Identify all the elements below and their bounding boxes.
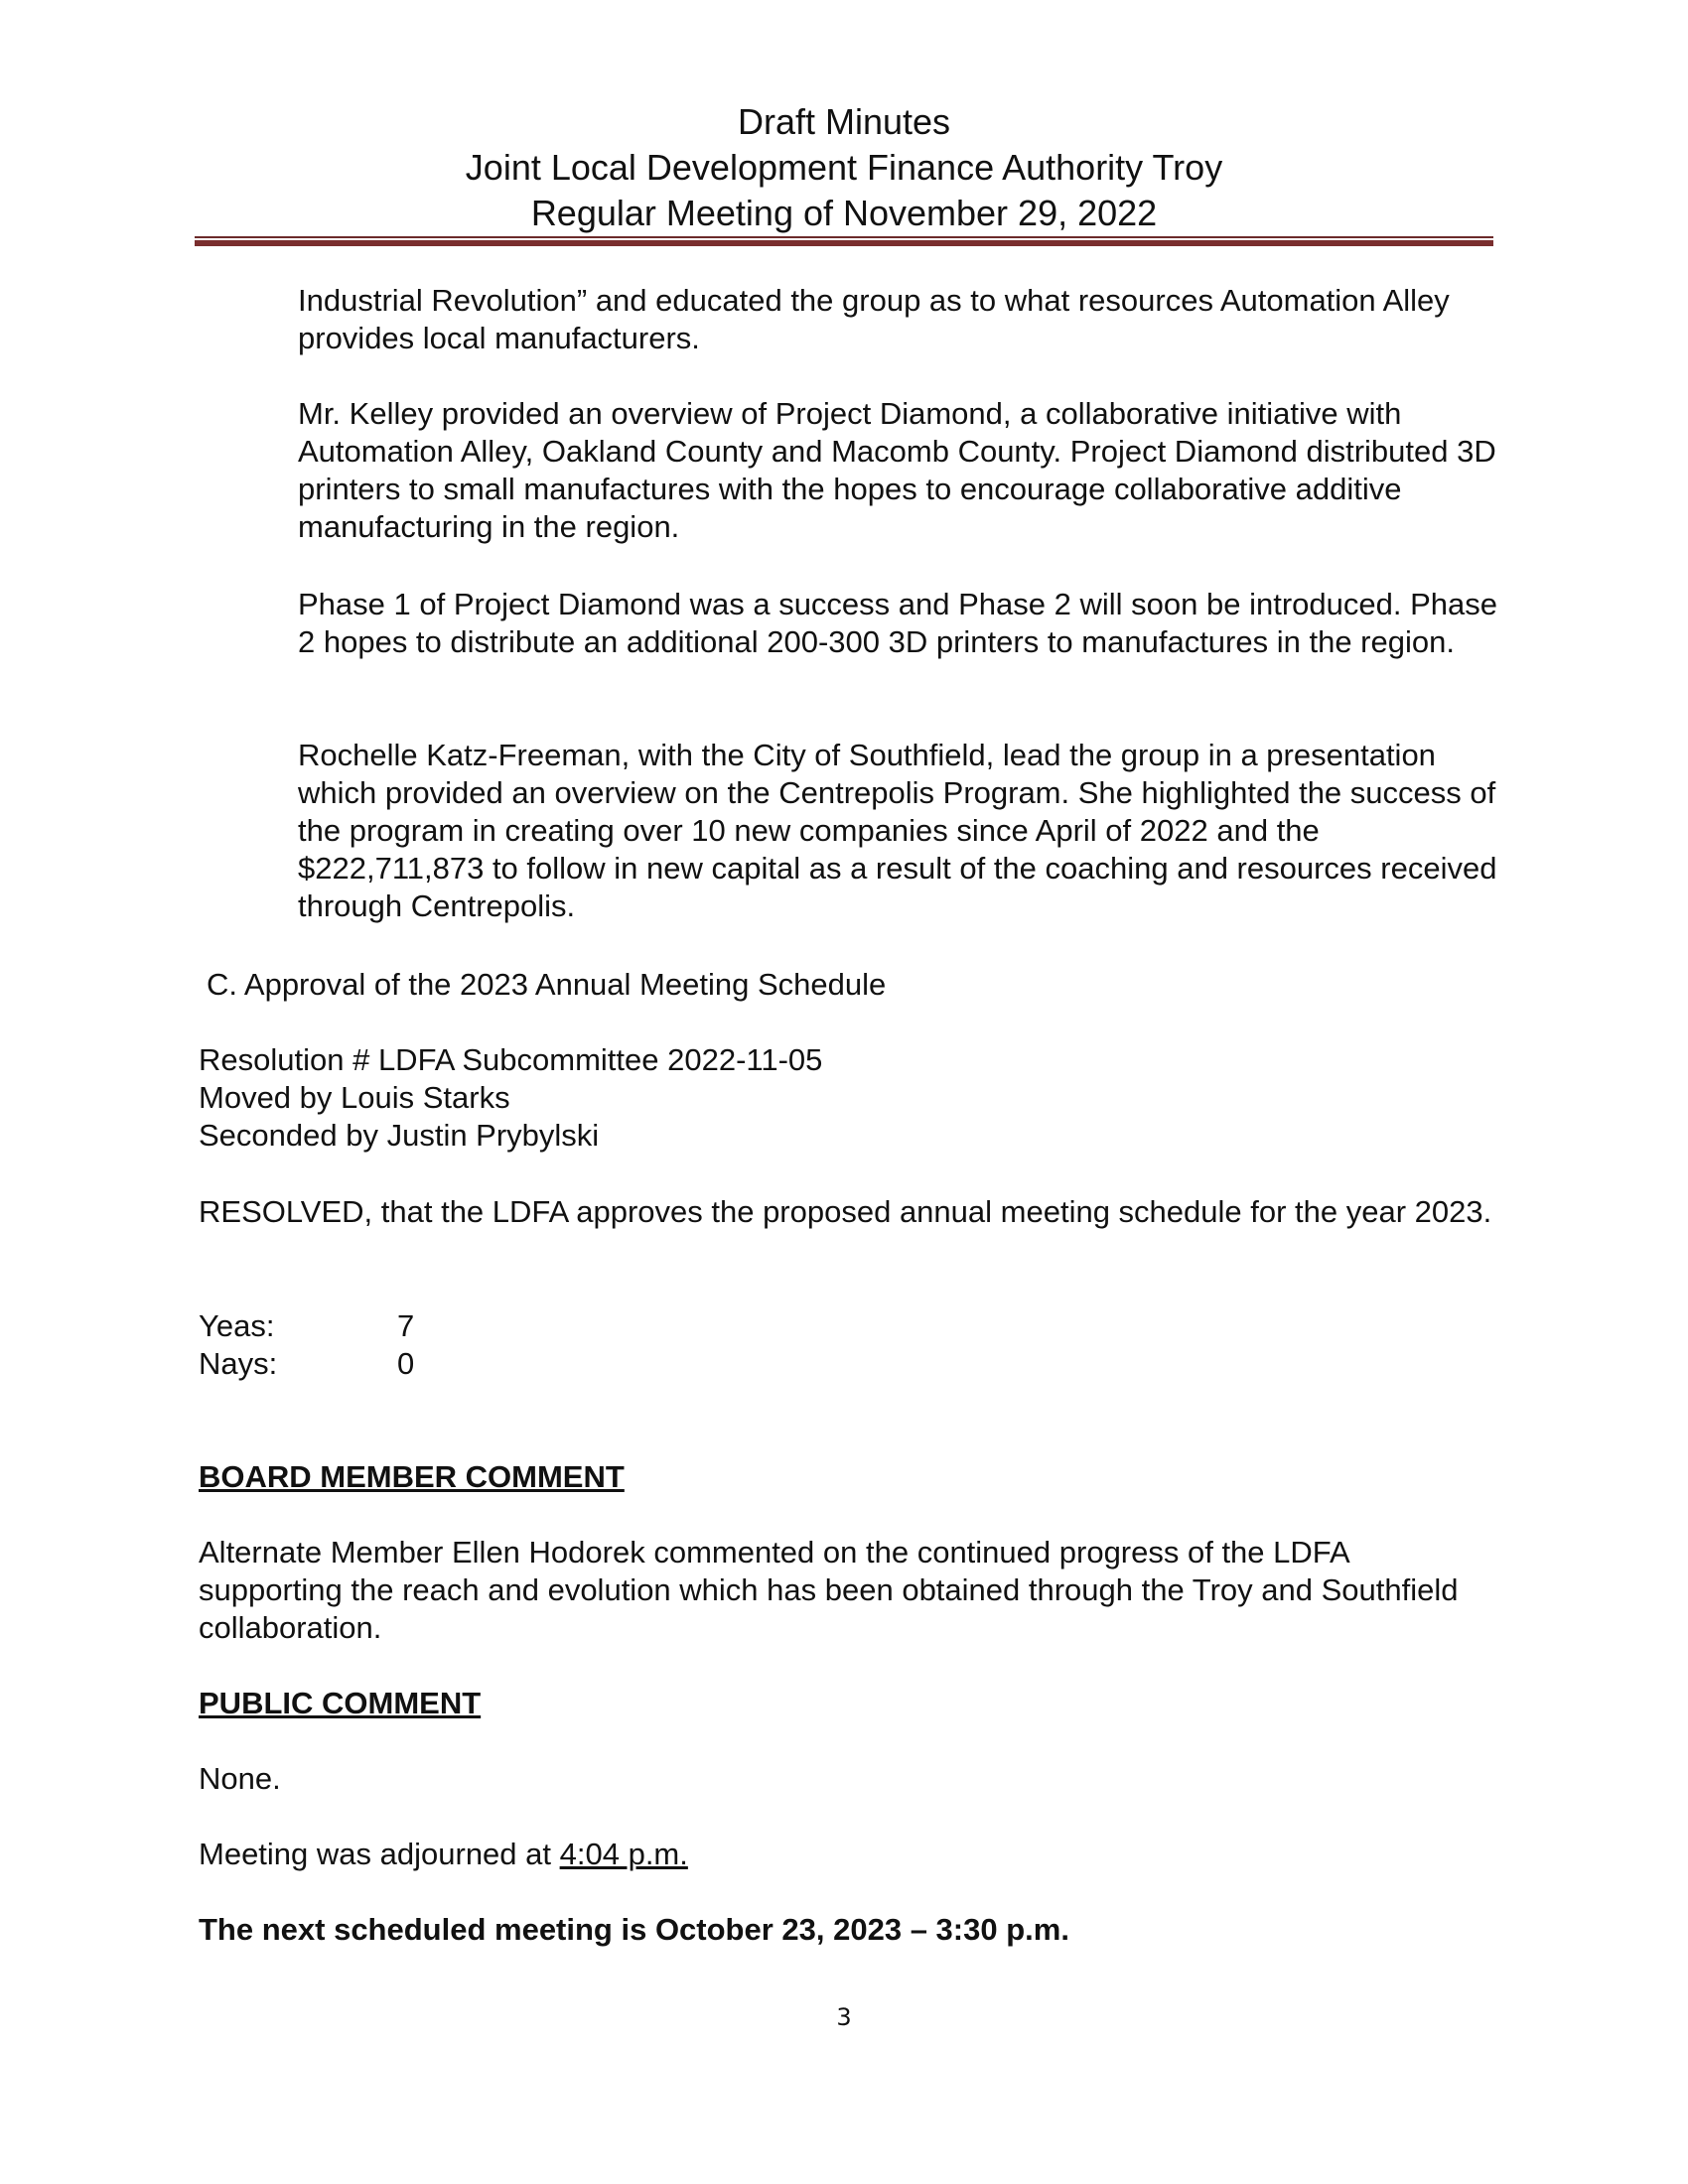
- resolution-block: [199, 1041, 1499, 1155]
- header-rule-thin: [195, 236, 1493, 238]
- resolution-number: Resolution # LDFA Subcommittee 2022-11-05: [199, 1042, 823, 1077]
- resolved-text: RESOLVED, that the LDFA approves the proposed annual meeting schedule for the year 2023.: [199, 1194, 1492, 1229]
- nays-value: 0: [397, 1346, 415, 1381]
- public-comment-text: None.: [199, 1761, 281, 1796]
- header-meeting-date: Regular Meeting of November 29, 2022: [530, 193, 1158, 233]
- vote-yeas: [199, 1307, 414, 1345]
- header-organization: Joint Local Development Finance Authority Troy: [465, 147, 1223, 188]
- header-title: Draft Minutes: [737, 101, 951, 142]
- header-rule: [195, 236, 1493, 250]
- page-number: 3: [836, 2003, 852, 2031]
- yeas-value: 7: [397, 1308, 415, 1343]
- seconded-by: Seconded by Justin Prybylski: [199, 1118, 600, 1153]
- board-comment-text: Alternate Member Ellen Hodorek commented on the continued progress of the LDFA supporting the reach and evolution which has been obtained through the Troy and Southfield collaboration.: [199, 1535, 1459, 1645]
- item-c-title: C. Approval of the 2023 Annual Meeting Schedule: [207, 967, 887, 1002]
- header-rule-thick: [195, 240, 1493, 246]
- yeas-label: Yeas:: [199, 1308, 275, 1343]
- adjournment-line: [199, 1836, 1499, 1873]
- next-meeting: The next scheduled meeting is October 23, 2023 – 3:30 p.m.: [199, 1912, 1069, 1947]
- paragraph-phase-2: Phase 1 of Project Diamond was a success and Phase 2 will soon be introduced. Phase 2 hopes to distribute an additional 200-300 3D printers to manufactures in the region.: [298, 587, 1497, 659]
- nays-label: Nays:: [199, 1346, 278, 1381]
- paragraph-automation-alley: Industrial Revolution” and educated the group as to what resources Automation Alley provides local manufacturers.: [298, 283, 1450, 355]
- moved-by: Moved by Louis Starks: [199, 1080, 510, 1115]
- adjournment-time: 4:04 p.m.: [559, 1837, 688, 1871]
- paragraph-centrepolis: Rochelle Katz-Freeman, with the City of Southfield, lead the group in a presentation which provided an overview on the Centrepolis Program. She highlighted the success of the program in creating over 10 new companies since April of 2022 and the $222,711,873 to follow in new capital as a result of the coaching and resources received through Centrepolis.: [298, 738, 1497, 923]
- board-comment-heading: BOARD MEMBER COMMENT: [199, 1459, 625, 1494]
- document-header: [195, 99, 1493, 236]
- adjournment-prefix: Meeting was adjourned at: [199, 1837, 560, 1871]
- paragraph-project-diamond: Mr. Kelley provided an overview of Project Diamond, a collaborative initiative with Automation Alley, Oakland County and Macomb County. Project Diamond distributed 3D printers to small manufactures with the hopes to encourage collaborative additive manufacturing in the region.: [298, 396, 1496, 544]
- public-comment-heading: PUBLIC COMMENT: [199, 1686, 482, 1720]
- vote-nays: [199, 1345, 414, 1383]
